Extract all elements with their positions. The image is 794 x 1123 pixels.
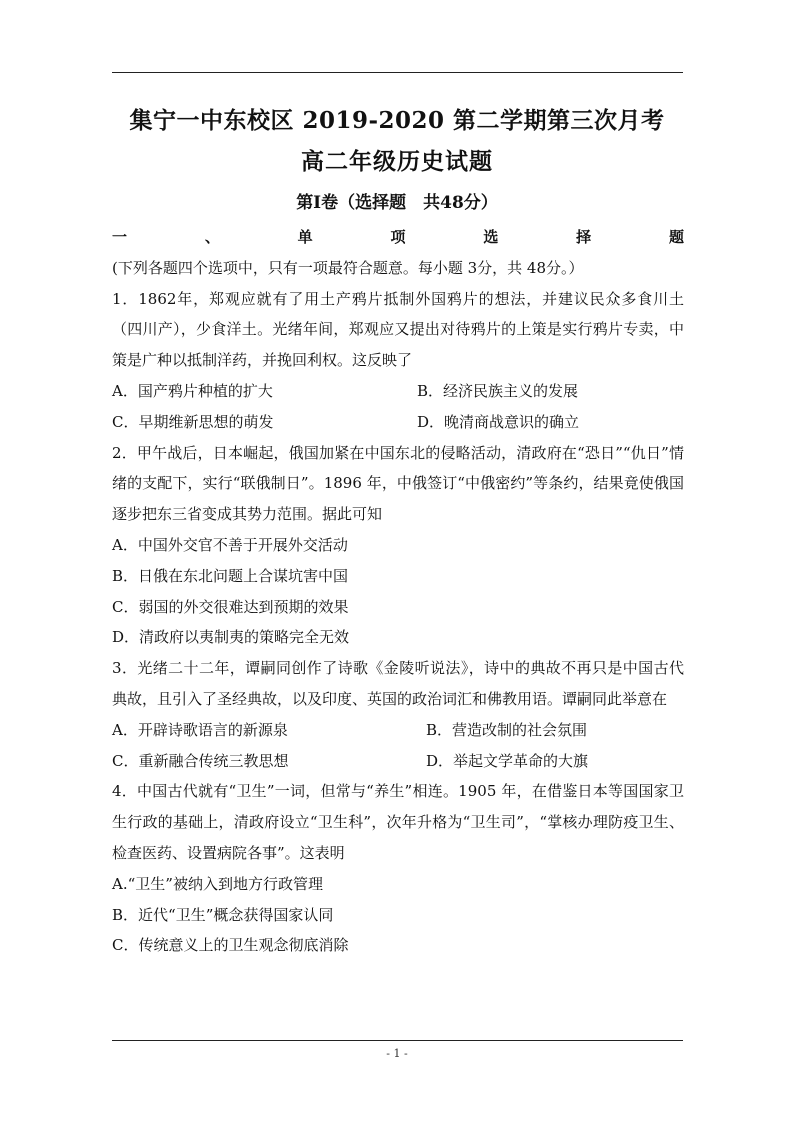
option-row	[112, 407, 684, 438]
option-b: B．经济民族主义的发展	[417, 381, 579, 400]
footer-rule	[112, 1040, 683, 1041]
header-rule	[112, 72, 683, 73]
option-a: A．国产鸦片种植的扩大	[112, 381, 273, 400]
question-stem: 3．光绪二十二年，谭嗣同创作了诗歌《金陵听说法》，诗中的典故不再只是中国古代典故，且引入了圣经典故，以及印度、英国的政治词汇和佛教用语。谭嗣同此举意在	[112, 659, 684, 708]
question-stem: 2．甲午战后，日本崛起，俄国加紧在中国东北的侵略活动，清政府在“恐日”“仇日”情绪的支配下，实行“联俄制日”。1896 年，中俄签订“中俄密约”等条约，结果竟使俄国逐步把东三省变成其势力范围。据此可知	[112, 443, 684, 524]
exam-title: 集宁一中东校区 2019-2020 第二学期第三次月考	[129, 107, 665, 134]
section-instruction: (下列各题四个选项中，只有一项最符合题意。每小题 3分，共 48分。）	[112, 258, 584, 277]
option-c: C．重新融合传统三教思想	[112, 751, 289, 770]
option-c: C．早期维新思想的萌发	[112, 412, 274, 431]
option-a: A.“卫生”被纳入到地方行政管理	[112, 874, 323, 893]
option-d: D．晚清商战意识的确立	[417, 412, 580, 431]
option-row	[112, 715, 684, 746]
option-row	[112, 746, 684, 777]
section-heading	[112, 222, 684, 284]
exam-subtitle: 高二年级历史试题	[301, 148, 493, 175]
option-c: C．弱国的外交很难达到预期的效果	[112, 597, 349, 616]
option-row	[112, 376, 684, 407]
option-b: B．近代“卫生”概念获得国家认同	[112, 905, 334, 924]
question-stem: 4．中国古代就有“卫生”一词，但常与“养生”相连。1905 年，在借鉴日本等国国家卫生行政的基础上，清政府设立“卫生科”，次年升格为“卫生司”，“掌核办理防疫卫生、检查医药、设置病院各事”。这表明	[112, 782, 684, 862]
option-b: B．营造改制的社会氛围	[426, 720, 588, 739]
option-d: D．举起文学革命的大旗	[426, 751, 589, 770]
section-heading-label: 一、单项选择题	[112, 228, 684, 246]
option-d: D．清政府以夷制夷的策略完全无效	[112, 628, 350, 647]
page-number: - 1 -	[386, 1047, 408, 1060]
part-title: 第Ⅰ卷（选择题 共48分）	[296, 193, 498, 213]
option-b: B．日俄在东北问题上合谋坑害中国	[112, 566, 349, 585]
option-a: A．中国外交官不善于开展外交活动	[112, 535, 348, 554]
question-stem: 1．1862年，郑观应就有了用土产鸦片抵制外国鸦片的想法，并建议民众多食川土（四川产），少食洋土。光绪年间，郑观应又提出对待鸦片的上策是实行鸦片专卖，中策是广种以抵制洋药，并挽回利权。这反映了	[112, 289, 684, 370]
question-content	[112, 222, 684, 961]
option-a: A．开辟诗歌语言的新源泉	[112, 720, 288, 739]
option-c: C．传统意义上的卫生观念彻底消除	[112, 936, 349, 955]
